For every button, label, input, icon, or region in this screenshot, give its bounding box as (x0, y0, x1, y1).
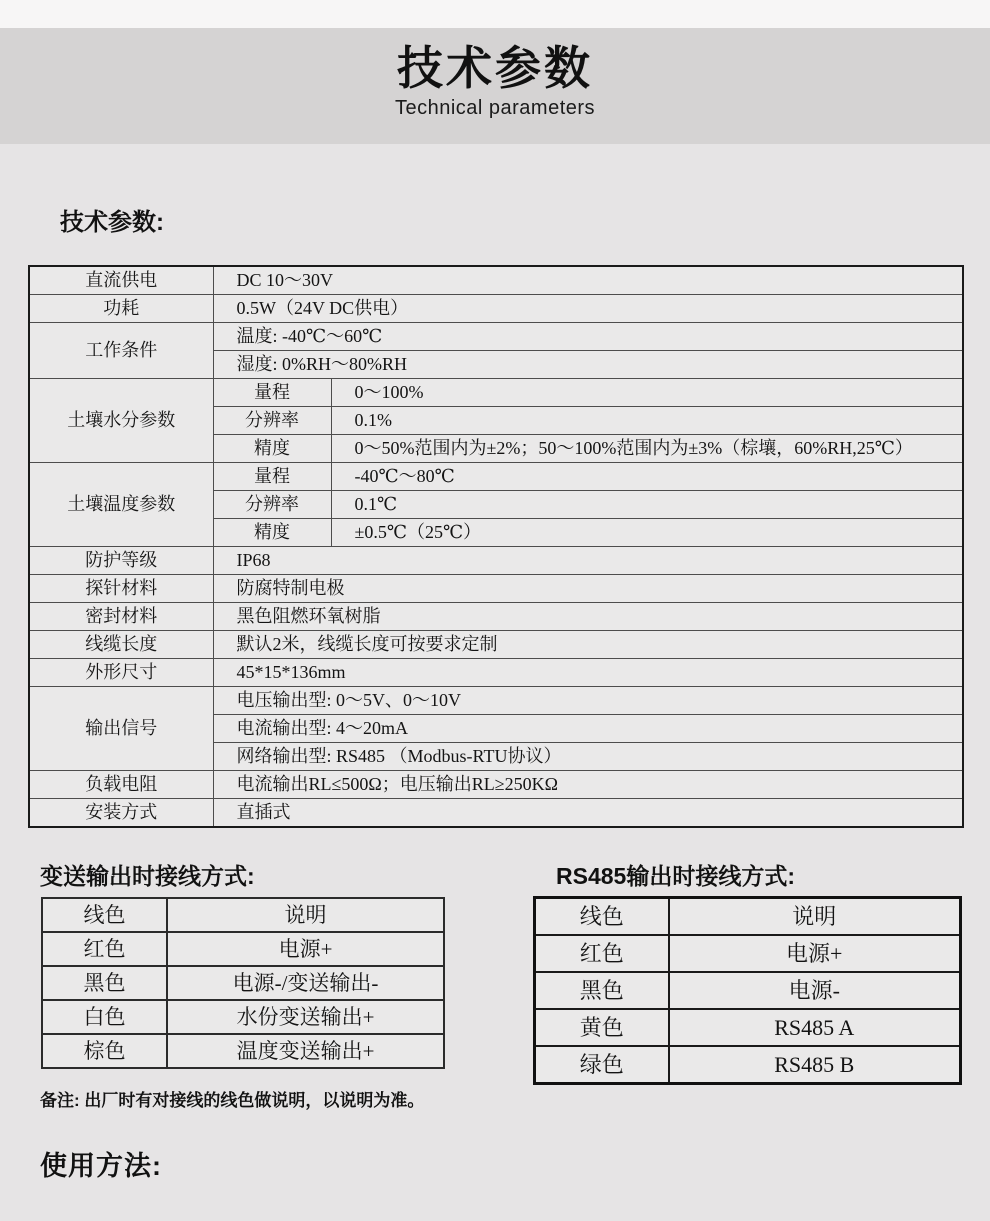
spec-label: 外形尺寸 (29, 659, 213, 687)
spec-label: 土壤水分参数 (29, 379, 213, 463)
spec-value: ±0.5℃（25℃） (331, 519, 963, 547)
wire-desc: 电源+ (167, 932, 444, 966)
wire-desc: 电源-/变送输出- (167, 966, 444, 1000)
spec-label: 功耗 (29, 295, 213, 323)
spec-value: 直插式 (213, 799, 963, 828)
spec-label: 线缆长度 (29, 631, 213, 659)
table-row (29, 547, 963, 575)
wiring-left-heading: 变送输出时接线方式: (40, 863, 255, 889)
spec-value: 防腐特制电极 (213, 575, 963, 603)
wire-color: 红色 (42, 932, 167, 966)
spec-label: 密封材料 (29, 603, 213, 631)
column-header: 说明 (167, 898, 444, 932)
spec-label: 直流供电 (29, 266, 213, 295)
header-banner (0, 28, 990, 144)
spec-value: 温度: -40℃～60℃ (213, 323, 963, 351)
spec-value: 0.1% (331, 407, 963, 435)
table-row (535, 935, 961, 972)
table-row (42, 1000, 444, 1034)
spec-value: 网络输出型: RS485 （Modbus-RTU协议） (213, 743, 963, 771)
spec-sublabel: 精度 (213, 519, 331, 547)
wiring-note: 备注: 出厂时有对接线的线色做说明，以说明为准。 (40, 1091, 425, 1110)
spec-sublabel: 分辨率 (213, 407, 331, 435)
spec-sublabel: 精度 (213, 435, 331, 463)
spec-value: 黑色阻燃环氧树脂 (213, 603, 963, 631)
spec-value: 电流输出型: 4～20mA (213, 715, 963, 743)
table-row (29, 575, 963, 603)
table-row (29, 323, 963, 351)
spec-label: 探针材料 (29, 575, 213, 603)
spec-label: 负载电阻 (29, 771, 213, 799)
spec-sublabel: 分辨率 (213, 491, 331, 519)
wire-color: 黄色 (535, 1009, 669, 1046)
table-row (29, 687, 963, 715)
spec-label: 土壤温度参数 (29, 463, 213, 547)
table-row (29, 463, 963, 491)
wire-desc: 水份变送输出+ (167, 1000, 444, 1034)
table-row (29, 771, 963, 799)
spec-table (28, 265, 964, 828)
spec-value: 0～100% (331, 379, 963, 407)
spec-sublabel: 量程 (213, 463, 331, 491)
table-row (29, 266, 963, 295)
wire-color: 棕色 (42, 1034, 167, 1068)
wire-color: 红色 (535, 935, 669, 972)
table-row (535, 898, 961, 936)
spec-label: 防护等级 (29, 547, 213, 575)
column-header: 说明 (669, 898, 961, 936)
usage-section-heading: 使用方法: (40, 1151, 162, 1181)
wire-color: 白色 (42, 1000, 167, 1034)
table-row (29, 295, 963, 323)
column-header: 线色 (535, 898, 669, 936)
spec-value: DC 10～30V (213, 266, 963, 295)
wire-desc: 电源+ (669, 935, 961, 972)
wiring-right-heading: RS485输出时接线方式: (556, 863, 795, 889)
wire-desc: RS485 A (669, 1009, 961, 1046)
spec-value: 湿度: 0%RH～80%RH (213, 351, 963, 379)
table-row (29, 603, 963, 631)
wire-desc: 电源- (669, 972, 961, 1009)
column-header: 线色 (42, 898, 167, 932)
table-row (29, 659, 963, 687)
spec-value: 电流输出RL≤500Ω；电压输出RL≥250KΩ (213, 771, 963, 799)
spec-value: -40℃～80℃ (331, 463, 963, 491)
wire-color: 黑色 (535, 972, 669, 1009)
spec-value: 电压输出型: 0～5V、0～10V (213, 687, 963, 715)
spec-value: 默认2米，线缆长度可按要求定制 (213, 631, 963, 659)
table-row (535, 972, 961, 1009)
top-strip (0, 0, 990, 28)
table-row (29, 631, 963, 659)
spec-value: IP68 (213, 547, 963, 575)
table-row (42, 966, 444, 1000)
table-row (42, 1034, 444, 1068)
table-row (29, 379, 963, 407)
spec-section-heading: 技术参数: (60, 209, 164, 236)
table-row (535, 1046, 961, 1084)
table-row (29, 799, 963, 828)
wire-color: 黑色 (42, 966, 167, 1000)
table-row (535, 1009, 961, 1046)
spec-label: 工作条件 (29, 323, 213, 379)
wiring-left-table (41, 897, 445, 1069)
wire-color: 绿色 (535, 1046, 669, 1084)
wire-desc: RS485 B (669, 1046, 961, 1084)
spec-value: 0.1℃ (331, 491, 963, 519)
spec-value: 0.5W（24V DC供电） (213, 295, 963, 323)
spec-value: 0～50%范围内为±2%；50～100%范围内为±3%（棕壤，60%RH,25℃） (331, 435, 963, 463)
spec-label: 安装方式 (29, 799, 213, 828)
spec-value: 45*15*136mm (213, 659, 963, 687)
page-title: 技术参数 (397, 42, 593, 94)
table-row (42, 932, 444, 966)
table-row (42, 898, 444, 932)
page-subtitle: Technical parameters (394, 96, 596, 119)
spec-label: 输出信号 (29, 687, 213, 771)
wire-desc: 温度变送输出+ (167, 1034, 444, 1068)
wiring-right-table (533, 896, 962, 1085)
spec-sublabel: 量程 (213, 379, 331, 407)
